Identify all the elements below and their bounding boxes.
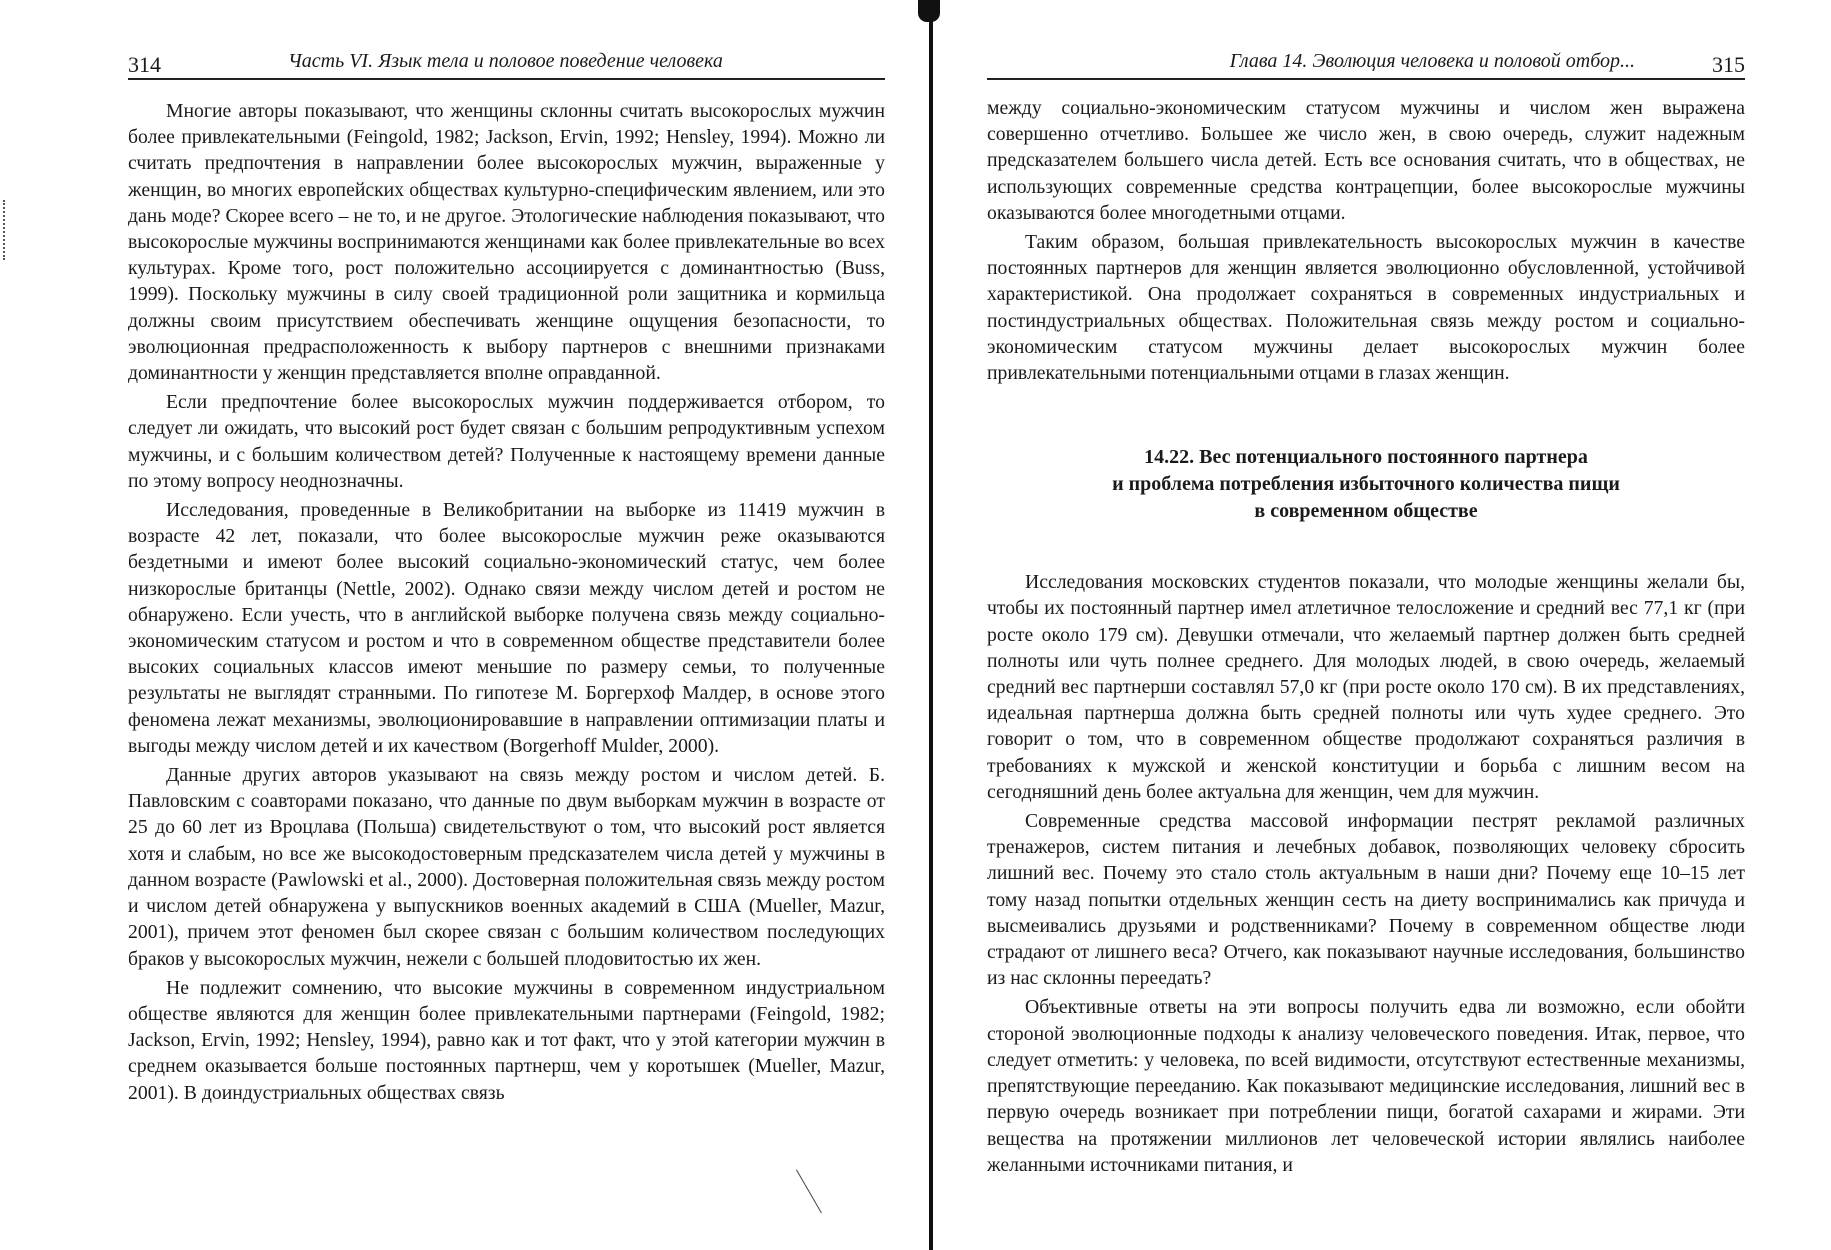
right-running-head: Глава 14. Эволюция человека и половой отбор...	[1229, 50, 1635, 72]
paragraph: Исследования, проведенные в Великобритании на выборке из 11419 мужчин в возрасте 42 лет, показали, что более высокорослые мужчин реже оказываются бездетными и имеют более высокий социально-экономический статус, чем более низкорослые британцы (Nettle, 2002). Однако связи между числом детей и ростом не обнаружено. Если учесть, что в английской выборке получена связь между социально-экономическим статусом и ростом и что в современном обществе представители более высоких социальных классов имеют меньшие по размеру семьи, то полученные результаты не выглядят странными. По гипотезе М. Боргерхоф Малдер, в основе этого феномена лежат механизмы, эволюционировавшие в направлении оптимизации платы и выгоды между числом детей и их качеством (Borgerhoff Mulder, 2000).	[128, 499, 885, 757]
paragraph: Исследования московских студентов показали, что молодые женщины желали бы, чтобы их постоянный партнер имел атлетичное телосложение и средний вес 77,1 кг (при росте около 179 см). Девушки отмечали, что желаемый партнер должен быть средней полноты или чуть полнее среднего. Для молодых людей, в свою очередь, желаемый средний вес партнерши составлял 57,0 кг (при росте около 170 см). В их представлениях, идеальная партнерша должна быть средней полноты или чуть худее среднего. Это говорит о том, что в современном обществе продолжают сохраняться различия в требованиях к мужской и женской конституции и борьба с лишним весом на сегодняшний день более актуальна для женщин, чем для мужчин.	[987, 571, 1745, 803]
book-spine	[929, 0, 933, 1250]
paragraph: Таким образом, большая привлекательность высокорослых мужчин в качестве постоянных партнеров для женщин является эволюционно обусловленной, устойчивой характеристикой. Она продолжает сохраняться в современных индустриальных и постиндустриальных обществах. Положительная связь между ростом и социально-экономическим статусом мужчины делает высокорослых мужчин более привлекательными потенциальными отцами в глазах женщин.	[987, 231, 1745, 385]
right-page-header	[987, 44, 1745, 80]
paragraph: Многие авторы показывают, что женщины склонны считать высокорослых мужчин более привлекательными (Feingold, 1982; Jackson, Ervin, 1992; Hensley, 1994). Можно ли считать предпочтения в направлении более высокорослых мужчин, выраженные у женщин, во многих европейских обществах культурно-специфическим явлением, или это дань моде? Скорее всего – не то, и не другое. Этологические наблюдения показывают, что высокорослые мужчины воспринимаются женщинами как более привлекательные во всех культурах. Кроме того, рост положительно ассоциируется с доминантностью (Buss, 1999). Поскольку мужчины в силу своей традиционной роли защитника и кормильца должны своим присутствием обеспечивать женщине ощущения безопасности, то эволюционная предрасположенность к выбору партнеров с внешними признаками доминантности у женщин представляется вполне оправданной.	[128, 100, 885, 385]
left-page-body	[128, 98, 885, 1109]
right-page-number: 315	[1712, 52, 1745, 77]
left-running-head: Часть VI. Язык тела и половое поведение человека	[288, 50, 723, 72]
right-page	[940, 0, 1831, 1250]
paragraph: между социально-экономическим статусом мужчины и числом жен выражена совершенно отчетливо. Большее же число жен, в свою очередь, служит надежным предсказателем большего числа детей. Есть все основания считать, что в обществах, не использующих современные средства контрацепции, более высокорослые мужчины оказываются более многодетными отцами.	[987, 97, 1745, 224]
paragraph: Данные других авторов указывают на связь между ростом и числом детей. Б. Павловским с соавторами показано, что данные по двум выборкам мужчин в возрасте от 25 до 60 лет из Вроцлава (Польша) свидетельствуют о том, что высокий рост является хотя и слабым, но все же высокодостоверным предсказателем числа детей у мужчины в данном возрасте (Pawlowski et al., 2000). Достоверная положительная связь между ростом и числом детей обнаружена у выпускников военных академий в США (Mueller, Mazur, 2001), причем этот феномен был скорее связан с большим количеством последующих браков у высокорослых мужчин, нежели с большей плодовитостью их жен.	[128, 764, 885, 970]
section-heading-line: 14.22. Вес потенциального постоянного партнера	[1144, 446, 1588, 469]
paragraph: Если предпочтение более высокорослых мужчин поддерживается отбором, то следует ли ожидать, что высокий рост будет связан с большим репродуктивным успехом мужчины, и с большим количеством детей? Полученные к настоящему времени данные по этому вопросу неоднозначны.	[128, 391, 885, 492]
paragraph: Не подлежит сомнению, что высокие мужчины в современном индустриальном обществе являются для женщин более привлекательными партнерами (Feingold, 1982; Jackson, Ervin, 1992; Hensley, 1994), равно как и тот факт, что у этой категории мужчин в среднем оказывается больше постоянных партнерш, чем у коротышек (Mueller, Mazur, 2001). В доиндустриальных обществах связь	[128, 976, 885, 1104]
section-heading	[987, 444, 1745, 525]
section-heading-line: в современном обществе	[1254, 500, 1478, 523]
paragraph: Современные средства массовой информации пестрят рекламой различных тренажеров, систем питания и лечебных добавок, позволяющих человеку сбросить лишний вес. Почему это стало столь актуальным в наши дни? Почему еще 10–15 лет тому назад попытки отдельных женщин сесть на диету воспринимались как причуда и высмеивались друзьями и родственниками? Почему в современном обществе люди страдают от лишнего веса? Отчего, как показывают научные исследования, большинство из нас склонны переедать?	[987, 810, 1745, 990]
left-page-header	[128, 44, 885, 80]
right-page-body	[987, 95, 1745, 1181]
paragraph: Объективные ответы на эти вопросы получить едва ли возможно, если обойти стороной эволюционные подходы к анализу человеческого поведения. Итак, первое, что следует отметить: у человека, по всей видимости, отсутствуют естественные механизмы, препятствующие перееданию. Как показывают медицинские исследования, лишний вес в первую очередь возникает при потреблении пищи, богатой сахарами и жирами. Эти вещества на протяжении миллионов лет человеческой истории являлись наиболее желанными источниками питания, и	[987, 996, 1745, 1176]
section-heading-line: и проблема потребления избыточного количества пищи	[1112, 473, 1620, 496]
left-page-number: 314	[128, 52, 161, 77]
